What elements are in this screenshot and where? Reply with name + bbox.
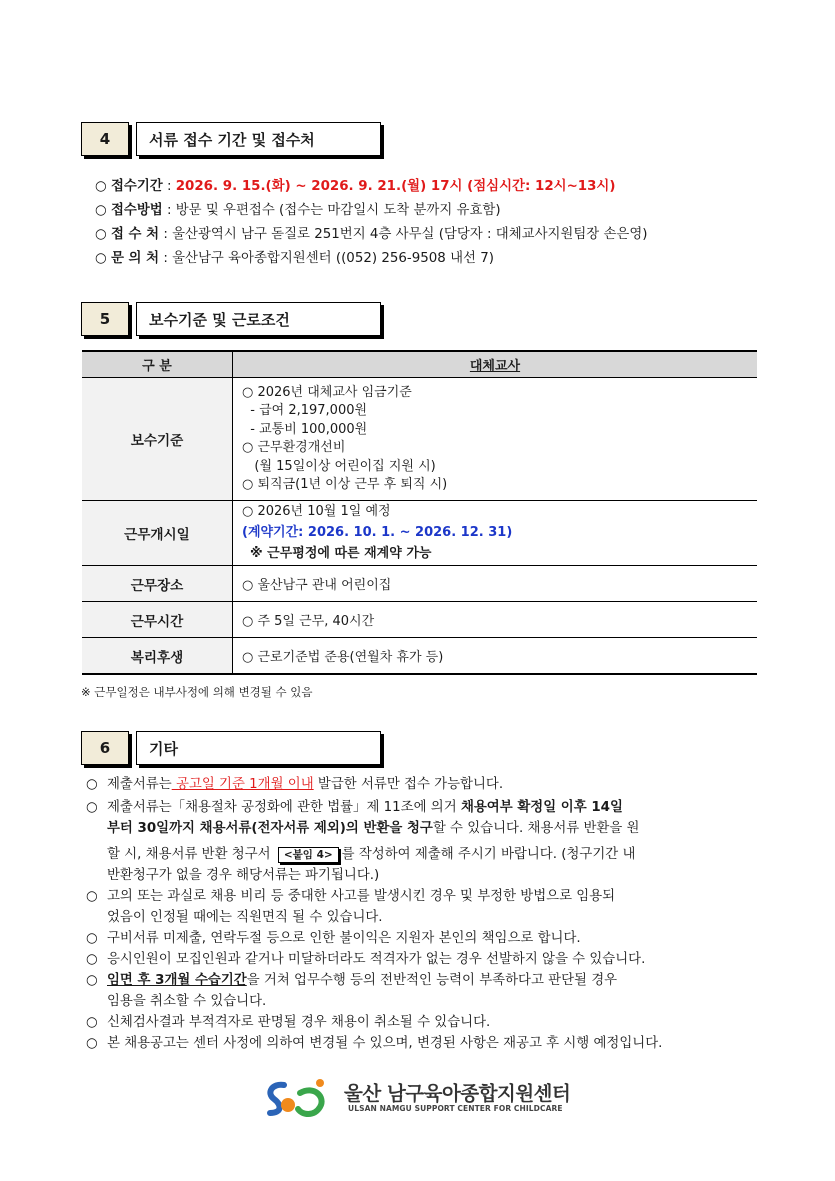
- logo-subtitle: ULSAN NAMGU SUPPORT CENTER FOR CHILDCARE: [348, 1104, 563, 1113]
- item-label: 접수기간: [110, 179, 163, 194]
- pay-line: (월 15일이상 어린이집 지원 시): [242, 458, 436, 474]
- bullet: ○: [86, 973, 98, 988]
- item-value: 2026. 9. 15.(화) ~ 2026. 9. 21.(월) 17시 (점심시간: 12시~13시): [175, 179, 616, 194]
- list-item: [86, 928, 758, 949]
- bullet: ○: [95, 251, 107, 266]
- bold-text: 부터 30일까지 채용서류(전자서류 제외)의 반환을 청구: [107, 821, 433, 836]
- bullet: ○: [86, 1015, 98, 1030]
- table-row: [82, 602, 757, 638]
- item-label: 접수방법: [110, 203, 163, 218]
- center-logo: [262, 1075, 582, 1125]
- section-title: 보수기준 및 근로조건: [136, 302, 381, 336]
- text: 를 작성하여 제출해 주시기 바랍니다. (청구기간 내: [341, 847, 636, 862]
- text: 응시인원이 모집인원과 같거나 미달하더라도 적격자가 없는 경우 선발하지 않을 수 있습니다.: [107, 952, 646, 967]
- row-label-workplace: 근무장소: [82, 566, 233, 602]
- section-title: 기타: [136, 731, 381, 765]
- separator: :: [162, 179, 176, 194]
- row-label-pay: 보수기준: [82, 378, 233, 501]
- bullet: ○: [86, 800, 98, 815]
- etc-list: [86, 774, 758, 1054]
- inquiry: [95, 247, 494, 266]
- row-value-welfare: ○ 근로기준법 준용(연월차 휴가 등): [233, 638, 758, 675]
- highlight-text: 공고일 기준 1개월 이내: [171, 777, 314, 792]
- text: 제출서류는「채용절차 공정화에 관한 법률」제 11조에 의거: [107, 800, 461, 815]
- item-value: 울산광역시 남구 돋질로 251번지 4층 사무실 (담당자 : 대체교사지원팀장 손은영): [172, 227, 648, 242]
- section-number: 5: [81, 302, 129, 336]
- bullet: ○: [86, 1036, 98, 1051]
- list-item: [86, 797, 758, 886]
- text: 제출서류는: [107, 777, 172, 792]
- list-item: [86, 1012, 758, 1033]
- col-header-text: 대체교사: [469, 359, 521, 374]
- pay-line: - 교통비 100,000원: [242, 421, 368, 437]
- logo-mark-icon: [262, 1075, 332, 1123]
- table-row: [82, 638, 757, 675]
- start-date-line: ○ 2026년 10월 1일 예정: [242, 503, 391, 519]
- item-label: 접 수 처: [110, 227, 160, 242]
- logo-name: 울산 남구육아종합지원센터: [344, 1082, 571, 1105]
- separator: :: [162, 203, 176, 218]
- row-value-hours: ○ 주 5일 근무, 40시간: [233, 602, 758, 638]
- col-header-category: 구 분: [82, 351, 233, 378]
- list-item: [86, 774, 758, 795]
- table-row: [82, 378, 757, 501]
- separator: :: [159, 251, 173, 266]
- item-value: 울산남구 육아종합지원센터 ((052) 256-9508 내선 7): [172, 251, 494, 266]
- text: 임용을 취소할 수 있습니다.: [107, 994, 267, 1009]
- pay-line: - 급여 2,197,000원: [242, 403, 368, 418]
- text: 할 시, 채용서류 반환 청구서: [107, 847, 275, 862]
- conditions-table: [82, 350, 757, 675]
- separator: :: [159, 227, 173, 242]
- text: 반환청구가 없을 경우 해당서류는 파기됩니다.): [107, 868, 380, 883]
- receipt-place: [95, 223, 648, 242]
- receipt-method: [95, 199, 501, 218]
- bullet: ○: [86, 952, 98, 967]
- list-item: [86, 949, 758, 970]
- attachment-badge: <붙임 4>: [278, 847, 339, 863]
- list-item: [86, 1033, 758, 1054]
- text: 고의 또는 과실로 채용 비리 등 중대한 사고를 발생시킨 경우 및 부정한 방법으로 임용되: [107, 889, 616, 904]
- pay-line: ○ 2026년 대체교사 임금기준: [242, 384, 412, 400]
- bullet: ○: [95, 179, 107, 194]
- bold-text: 채용여부 확정일 이후 14일: [460, 800, 623, 815]
- section-title: 서류 접수 기간 및 접수처: [136, 122, 381, 156]
- bullet: ○: [95, 227, 107, 242]
- section-number: 4: [81, 122, 129, 156]
- col-header-substitute: [233, 351, 758, 378]
- row-value-workplace: ○ 울산남구 관내 어린이집: [233, 566, 758, 602]
- bullet: ○: [86, 931, 98, 946]
- pay-line: ○ 퇴직금(1년 이상 근무 후 퇴직 시): [242, 477, 448, 492]
- list-item: [86, 886, 758, 928]
- row-label-welfare: 복리후생: [82, 638, 233, 675]
- row-value-pay: [233, 378, 758, 501]
- table-row: [82, 566, 757, 602]
- renewal-note: ※ 근무평정에 따른 재계약 가능: [250, 546, 432, 561]
- text: 었음이 인정될 때에는 직원면직 될 수 있습니다.: [107, 910, 383, 925]
- text: 본 채용공고는 센터 사정에 의하여 변경될 수 있으며, 변경된 사항은 재공고 후 시행 예정입니다.: [107, 1036, 663, 1051]
- schedule-note: ※ 근무일정은 내부사정에 의해 변경될 수 있음: [81, 685, 313, 699]
- list-item: [86, 970, 758, 1012]
- row-value-start-date: [233, 501, 758, 566]
- table-row: [82, 501, 757, 566]
- text: 신체검사결과 부적격자로 판명될 경우 채용이 취소될 수 있습니다.: [107, 1015, 491, 1030]
- text: 구비서류 미제출, 연락두절 등으로 인한 불이익은 지원자 본인의 책임으로 합니다.: [107, 931, 581, 946]
- item-value: 방문 및 우편접수 (접수는 마감일시 도착 분까지 유효함): [175, 203, 501, 218]
- item-label: 문 의 처: [110, 251, 160, 266]
- contract-period: (계약기간: 2026. 10. 1. ~ 2026. 12. 31): [242, 525, 513, 540]
- text: 발급한 서류만 접수 가능합니다.: [313, 777, 504, 792]
- row-label-start-date: 근무개시일: [82, 501, 233, 566]
- bold-text: 임면 후 3개월 수습기간: [107, 973, 247, 988]
- row-label-hours: 근무시간: [82, 602, 233, 638]
- bullet: ○: [86, 777, 98, 792]
- section-number: 6: [81, 731, 129, 765]
- pay-line: ○ 근무환경개선비: [242, 440, 346, 455]
- text: 을 거쳐 업무수행 등의 전반적인 능력이 부족하다고 판단될 경우: [246, 973, 618, 988]
- text: 할 수 있습니다. 채용서류 반환을 원: [432, 821, 640, 836]
- receipt-period: [95, 175, 616, 194]
- bullet: ○: [86, 889, 98, 904]
- bullet: ○: [95, 203, 107, 218]
- table-header-row: [82, 351, 757, 378]
